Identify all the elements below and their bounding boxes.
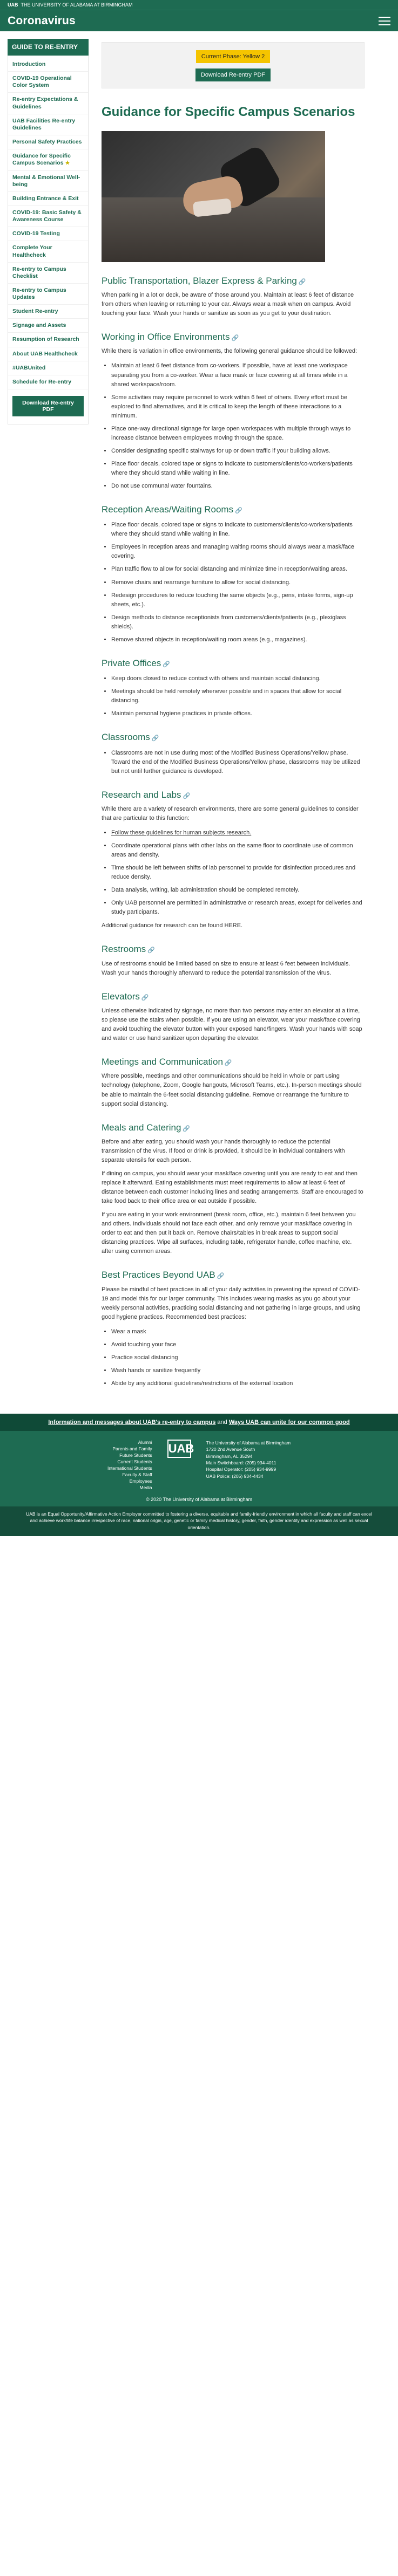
list-item: • Design methods to distance receptionists from customers/clients/patients (e.g., plexiglass shields). [111, 613, 365, 632]
sidebar-item-introduction[interactable]: Introduction [8, 58, 88, 72]
section-title-transport: Public Transportation, Blazer Express & Parking 🔗 [102, 275, 306, 286]
sidebar-item-uabunited[interactable]: #UABUnited [8, 361, 88, 375]
anchor-link-icon[interactable]: 🔗 [183, 792, 191, 799]
footer-link-international[interactable]: International Students [107, 1465, 152, 1471]
sidebar-download-pdf-button[interactable]: Download Re-entry PDF [12, 396, 84, 416]
section-body: Unless otherwise indicated by signage, no more than two persons may enter an elevator at a time, so please use the stairs when possible. If you are using an elevator, wear your mask/face covering and avoid touching the elevator button with your exposed hand/fingers. Wash your hands with soap and water or use hand sanitizer upon departing the elevator. [102, 1008, 362, 1042]
copyright: © 2020 The University of Alabama at Birmingham [145, 1497, 253, 1503]
section-title-reception: Reception Areas/Waiting Rooms 🔗 [102, 504, 242, 515]
classrooms-list [111, 749, 365, 776]
sidebar-item-schedule[interactable]: Schedule for Re-entry [8, 375, 88, 389]
anchor-link-icon[interactable]: 🔗 [235, 508, 242, 515]
sidebar-item-testing[interactable]: COVID-19 Testing [8, 227, 88, 241]
list-item: • Place floor decals, colored tape or signs to indicate to customers/clients/co-workers/patients where they should stand while waiting in line. [111, 460, 365, 478]
section-body: If dining on campus, you should wear your mask/face covering until you are ready to eat and then replace it afterward. Eating establishments must meet requirements to allow at least 6 feet of distance between each customer including lines and seating arrangements. Staff are encouraged to take food back to their office area or eat outside if possible. [102, 1170, 363, 1205]
sidebar-item-about-healthcheck[interactable]: About UAB Healthcheck [8, 347, 88, 361]
footer-link-employees[interactable]: Employees [129, 1478, 152, 1484]
footer-link-media[interactable]: Media [139, 1485, 152, 1491]
anchor-link-icon[interactable]: 🔗 [217, 1273, 225, 1280]
list-item: • Practice social distancing [111, 1353, 365, 1362]
research-list [111, 828, 365, 917]
sidebar-item-label: Guidance for Specific Campus Scenarios [12, 153, 71, 167]
list-item: • Wash hands or sanitize frequently [111, 1366, 365, 1375]
sidebar-item-checklist[interactable]: Re-entry to Campus Checklist [8, 263, 88, 284]
list-item: • Employees in reception areas and managing waiting rooms should always wear a mask/face covering. [111, 543, 365, 561]
footer-links [107, 1440, 152, 1490]
footer-link-parents[interactable]: Parents and Family [112, 1446, 152, 1452]
section-title-restrooms: Restrooms 🔗 [102, 944, 155, 955]
footer-link-alumni[interactable]: Alumni [138, 1440, 152, 1445]
list-item: • Do not use communal water fountains. [111, 482, 365, 491]
university-name[interactable]: THE UNIVERSITY OF ALABAMA AT BIRMINGHAM [21, 2, 133, 8]
human-subjects-link[interactable]: • Follow these guidelines for human subjects research. [111, 828, 365, 838]
unite-link[interactable]: Ways UAB can unite for our common good [228, 1419, 350, 1426]
section-body: Before and after eating, you should wash your hands thoroughly to reduce the potential transmission of the virus. If food or drink is provided, it should be in individual containers with separate utensils for each person. [102, 1138, 345, 1163]
sidebar-item-signage[interactable]: Signage and Assets [8, 319, 88, 333]
section-title-elevators: Elevators 🔗 [102, 991, 149, 1002]
footer-banner: Information and messages about UAB's re-entry to campus and Ways UAB can unite for our common good [0, 1414, 398, 1431]
sidebar-item-safety-course[interactable]: COVID-19: Basic Safety & Awareness Course [8, 206, 88, 227]
sidebar-item-healthcheck[interactable]: Complete Your Healthcheck [8, 241, 88, 262]
list-item: • Maintain at least 6 feet distance from co-workers. If possible, have at least one workspace separating you from a co-worker. Wear a face mask or face covering at all times while in a shared workspace/room. [111, 361, 365, 389]
section-body: Use of restrooms should be limited based on size to ensure at least 6 feet between individuals. Wash your hands thoroughly afterward to reduce the potential transmission of the virus. [102, 960, 350, 976]
eeo-statement: UAB is an Equal Opportunity/Affirmative Action Employer committed to fostering a diverse, equitable and family-friendly environment in which all faculty and staff can excel and achieve work/life balance irrespective of race, national origin, age, genetic or family medical history, gender, faith, gender identity and expression as well as sexual orientation. [0, 1506, 398, 1536]
research-guidance-link[interactable]: Additional guidance for research can be found HERE. [102, 922, 243, 929]
list-item: • Only UAB personnel are permitted in administrative or research areas, except for deliveries and study participants. [111, 899, 365, 917]
list-item: • Keep doors closed to reduce contact with others and maintain social distancing. [111, 674, 365, 683]
anchor-link-icon[interactable]: 🔗 [151, 735, 159, 742]
anchor-link-icon[interactable]: 🔗 [231, 335, 239, 342]
list-item: • Time should be left between shifts of lab personnel to provide for disinfection procedures and reduce density. [111, 864, 365, 882]
section-title-classrooms: Classrooms 🔗 [102, 732, 159, 743]
hamburger-menu-icon[interactable] [379, 17, 390, 25]
sidebar-item-student-reentry[interactable]: Student Re-entry [8, 305, 88, 319]
list-item: • Place one-way directional signage for large open workspaces with multiple through ways to increase distance between employees moving through the space. [111, 424, 365, 443]
footer-link-future-students[interactable]: Future Students [119, 1453, 152, 1458]
sidebar-item-research[interactable]: Resumption of Research [8, 333, 88, 347]
section-body: When parking in a lot or deck, be aware of those around you. Maintain at least 6 feet of distance from others when leaving or returning to your car. Always wear a mask when on campus. Avoid touching your face. Wash your hands or sanitize as soon as you get to your destination. [102, 292, 354, 317]
site-footer [0, 1414, 398, 1536]
footer-body [0, 1431, 398, 1497]
sidebar-item-updates[interactable]: Re-entry to Campus Updates [8, 284, 88, 305]
main-content [89, 31, 398, 1392]
uab-logo[interactable]: UAB [8, 2, 18, 8]
section-intro: While there is variation in office environments, the following general guidance should be followed: [102, 348, 357, 355]
list-item: • Redesign procedures to reduce touching the same objects (e.g., pens, intake forms, sign-up sheets, etc.). [111, 591, 365, 609]
section-body: Please be mindful of best practices in all of your daily activities in preventing the spread of COVID-19 and model this for our larger community. This includes wearing masks as you go about your weekly personal activities, practicing social distancing and not gathering in large groups, and using good hygiene practices. Recommended best practices: [102, 1286, 361, 1320]
anchor-link-icon[interactable]: 🔗 [147, 947, 155, 954]
list-item: • Data analysis, writing, lab administration should be completed remotely. [111, 886, 365, 895]
list-item: • Classrooms are not in use during most of the Modified Business Operations/Yellow phase. Toward the end of the Modified Business Operations/Yellow phase, classrooms may be utilized but not until further guidance is developed. [111, 749, 365, 776]
sidebar [8, 31, 89, 1392]
anchor-link-icon[interactable]: 🔗 [163, 661, 170, 668]
list-item: • Plan traffic flow to allow for social distancing and minimize time in reception/waiting areas. [111, 565, 365, 574]
private-list [111, 674, 365, 718]
section-title-meetings: Meetings and Communication 🔗 [102, 1057, 232, 1067]
sidebar-heading: GUIDE TO RE-ENTRY [8, 39, 89, 56]
sidebar-item-well-being[interactable]: Mental & Emotional Well-being [8, 171, 88, 192]
download-pdf-button[interactable]: Download Re-entry PDF [195, 68, 271, 81]
sidebar-item-campus-scenarios[interactable] [8, 149, 88, 171]
section-title-office: Working in Office Environments 🔗 [102, 332, 239, 342]
section-body: If you are eating in your work environment (break room, office, etc.), maintain 6 feet between you and others. Individuals should not face each other, and only remove your mask/face covering in order to eat and then put it back on. Remove chairs/tables in break areas to support social distancing practices. Wipe all surfaces, including table, refrigerator handle, coffee machine, etc. after using common areas. [102, 1211, 356, 1255]
sidebar-item-entrance-exit[interactable]: Building Entrance & Exit [8, 192, 88, 206]
anchor-link-icon[interactable]: 🔗 [298, 278, 306, 285]
sidebar-item-expectations[interactable]: Re-entry Expectations & Guidelines [8, 93, 88, 114]
list-item: • Remove chairs and rearrange furniture to allow for social distancing. [111, 578, 365, 587]
anchor-link-icon[interactable]: 🔗 [224, 1060, 232, 1067]
sidebar-item-safety-practices[interactable]: Personal Safety Practices [8, 135, 88, 149]
list-item: • Meetings should be held remotely whenever possible and in spaces that allow for social distancing. [111, 687, 365, 705]
anchor-link-icon[interactable]: 🔗 [183, 1125, 191, 1132]
list-item: • Maintain personal hygiene practices in private offices. [111, 709, 365, 718]
section-title-private: Private Offices 🔗 [102, 657, 170, 668]
page-layout [0, 31, 398, 1392]
sidebar-item-facilities[interactable]: UAB Facilities Re-entry Guidelines [8, 114, 88, 135]
anchor-link-icon[interactable]: 🔗 [141, 994, 149, 1001]
list-item: • Place floor decals, colored tape or signs to indicate to customers/clients/co-workers/patients where they should stand while waiting in line. [111, 520, 365, 539]
reception-list [111, 520, 365, 645]
section-intro: While there are a variety of research environments, there are some general guidelines to consider that are particular to this function: [102, 805, 359, 821]
list-item: • Wear a mask [111, 1327, 365, 1337]
list-item: • Avoid touching your face [111, 1340, 365, 1349]
page-title: Guidance for Specific Campus Scenarios [102, 105, 355, 119]
sidebar-item-color-system[interactable]: COVID-19 Operational Color System [8, 72, 88, 93]
section-title-research: Research and Labs 🔗 [102, 789, 191, 800]
utility-bar [0, 0, 398, 10]
footer-address: The University of Alabama at Birmingham 1720 2nd Avenue South Birmingham, AL 35294 Main Switchboard: (205) 934-4011 Hospital Operator: (205) 934-9999 UAB Police: (205) 934-4434 [206, 1440, 291, 1479]
section-body: Where possible, meetings and other communications should be held in whole or part using technology (telephone, Zoom, Google hangouts, Microsoft Teams, etc.). In-person meetings should be able to maintain the 6-feet social distancing guideline. Remove or rearrange the furniture to support social distancing. [102, 1073, 362, 1107]
best-practices-list [111, 1327, 365, 1388]
section-title-best-practices: Best Practices Beyond UAB 🔗 [102, 1270, 225, 1280]
list-item: • Remove shared objects in reception/waiting room areas (e.g., magazines). [111, 635, 365, 645]
section-title-meals: Meals and Catering 🔗 [102, 1122, 191, 1133]
phase-box [102, 42, 365, 88]
footer-link-faculty[interactable]: Faculty & Staff [122, 1472, 152, 1478]
sidebar-list [8, 56, 89, 424]
list-item: • Consider designating specific stairways for up or down traffic if your building allows. [111, 447, 365, 456]
footer-link-current-students[interactable]: Current Students [117, 1459, 152, 1465]
site-header [0, 10, 398, 31]
footer-uab-logo[interactable]: UAB [167, 1440, 191, 1458]
current-phase-button[interactable]: Current Phase: Yellow 2 [196, 50, 270, 63]
hero-image [102, 131, 325, 262]
star-icon: ★ [65, 160, 70, 167]
site-title[interactable]: Coronavirus [8, 14, 76, 27]
list-item: • Abide by any additional guidelines/restrictions of the external location [111, 1379, 365, 1388]
reentry-messages-link[interactable]: Information and messages about UAB's re-entry to campus [48, 1419, 216, 1426]
list-item: • Coordinate operational plans with other labs on the same floor to coordinate use of common areas and density. [111, 841, 365, 860]
list-item: • Some activities may require personnel to work within 6 feet of others. Every effort must be explored to find alternatives, and it is critical to keep the length of these interactions to a minimum. [111, 393, 365, 421]
office-list [111, 361, 365, 491]
